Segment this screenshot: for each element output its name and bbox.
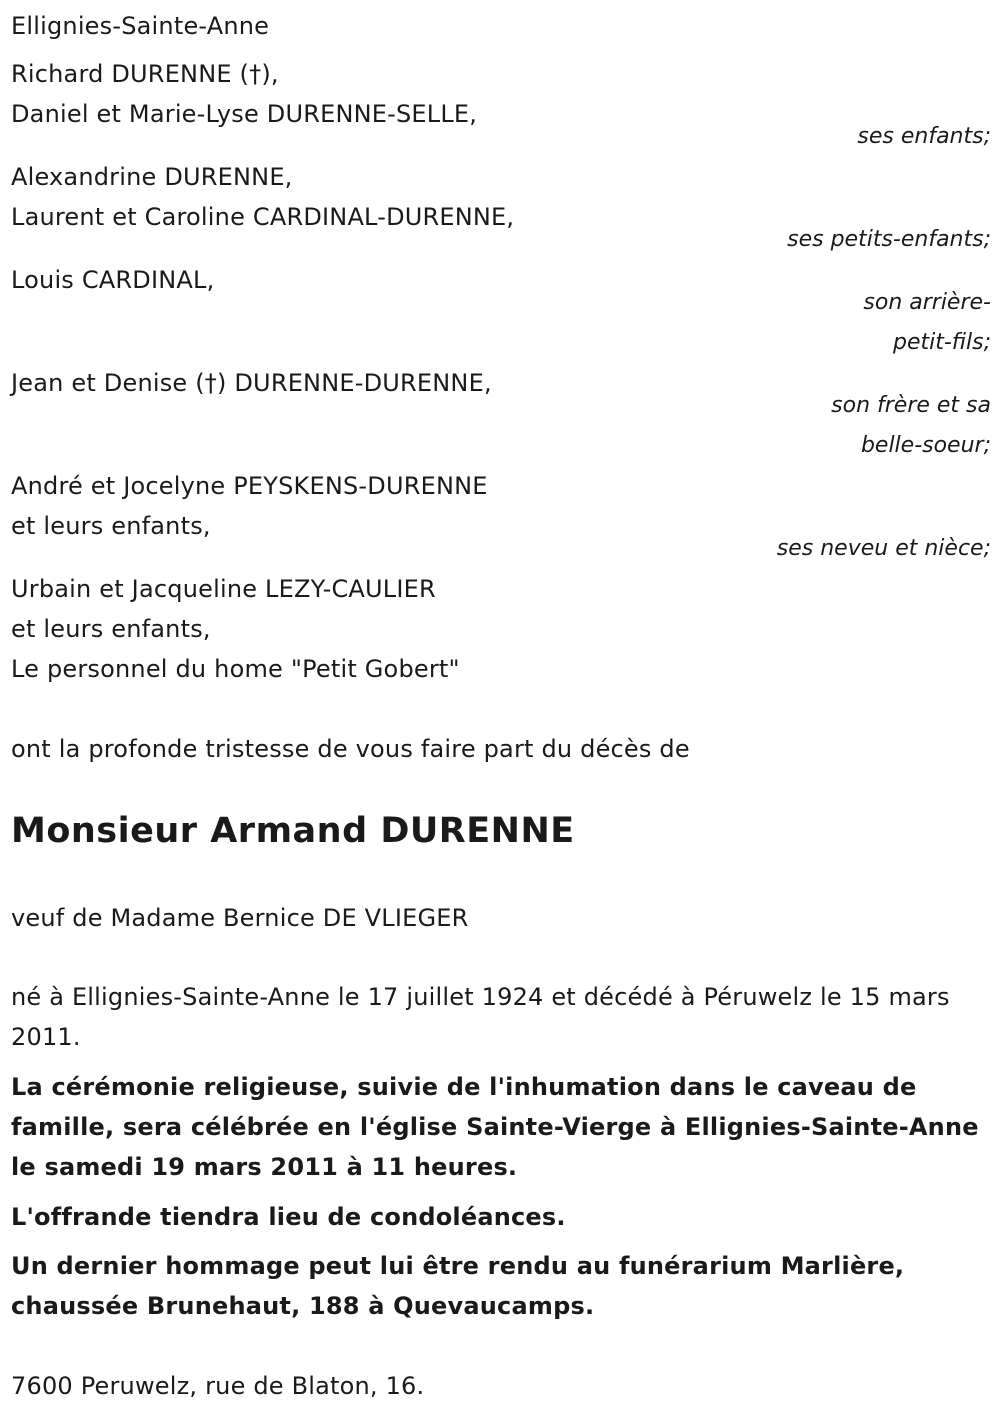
- family-line: Laurent et Caroline CARDINAL-DURENNE,: [11, 203, 515, 231]
- family-line: et leurs enfants,: [11, 615, 211, 643]
- relation-label: ses neveu et nièce;: [776, 536, 991, 561]
- family-line: Le personnel du home "Petit Gobert": [11, 655, 460, 683]
- death-notice: [11, 0, 991, 1420]
- relation-label: ses petits-enfants;: [787, 227, 991, 252]
- ceremony-text: La cérémonie religieuse, suivie de l'inhumation dans le caveau de famille, sera célébrée en l'église Sainte-Vierge à Ellignies-Sainte-Anne le samedi 19 mars 2011 à 11 heures.: [11, 1073, 979, 1181]
- address-line: 7600 Peruwelz, rue de Blaton, 16.: [11, 1372, 425, 1400]
- town-heading: Ellignies-Sainte-Anne: [11, 12, 270, 40]
- announcement-text: ont la profonde tristesse de vous faire part du décès de: [11, 735, 690, 763]
- birth-death-text: né à Ellignies-Sainte-Anne le 17 juillet 1924 et décédé à Péruwelz le 15 mars 2011.: [11, 983, 950, 1051]
- family-line: Alexandrine DURENNE,: [11, 163, 293, 191]
- family-line: Daniel et Marie-Lyse DURENNE-SELLE,: [11, 100, 478, 128]
- relation-label: belle-soeur;: [860, 433, 991, 458]
- relation-label: son arrière-: [863, 290, 991, 315]
- family-line: Jean et Denise (†) DURENNE-DURENNE,: [11, 369, 492, 397]
- family-line: Richard DURENNE (†),: [11, 60, 279, 88]
- offering-text: L'offrande tiendra lieu de condoléances.: [11, 1203, 566, 1231]
- family-line: André et Jocelyne PEYSKENS-DURENNE: [11, 472, 488, 500]
- tribute-text: Un dernier hommage peut lui être rendu au funérarium Marlière, chaussée Brunehaut, 188 à Quevaucamps.: [11, 1252, 905, 1320]
- deceased-name: Monsieur Armand DURENNE: [11, 811, 575, 851]
- relation-label: ses enfants;: [857, 124, 991, 149]
- relation-label: petit-fils;: [892, 330, 991, 355]
- family-line: et leurs enfants,: [11, 512, 211, 540]
- family-line: Louis CARDINAL,: [11, 266, 215, 294]
- family-line: Urbain et Jacqueline LEZY-CAULIER: [11, 575, 436, 603]
- widower-line: veuf de Madame Bernice DE VLIEGER: [11, 904, 469, 932]
- relation-label: son frère et sa: [831, 393, 991, 418]
